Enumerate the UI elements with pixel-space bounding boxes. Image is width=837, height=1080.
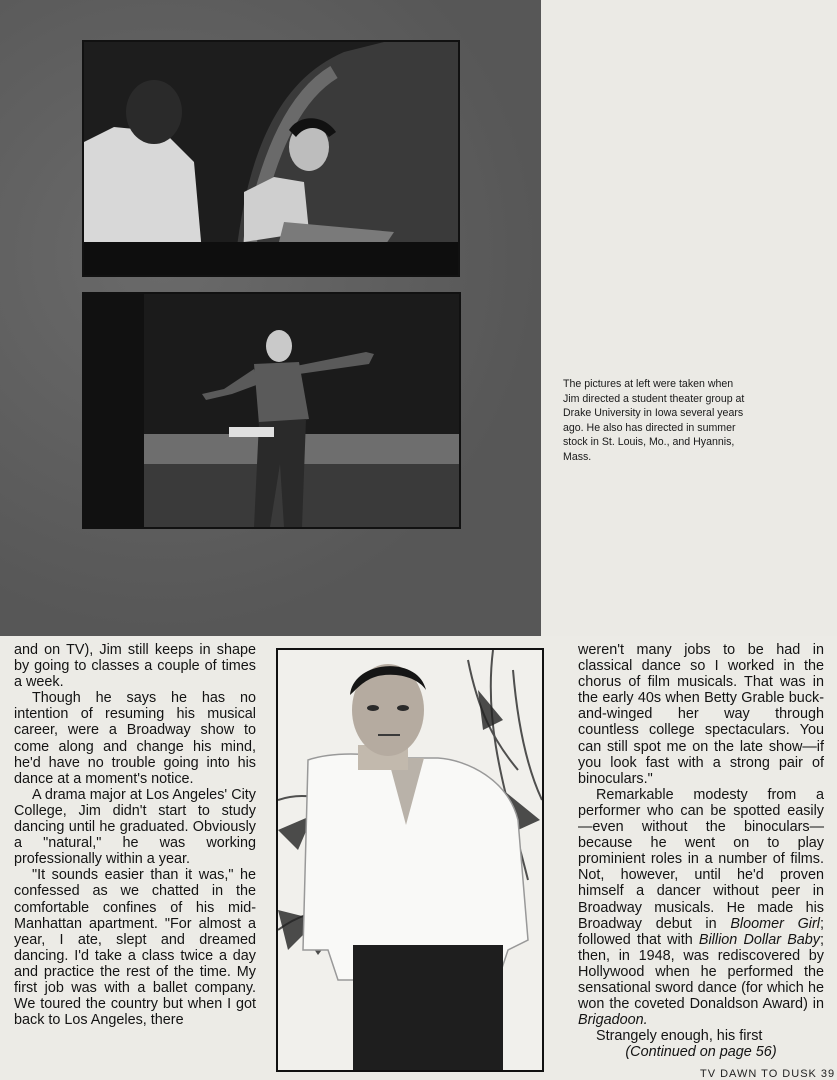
photo-portrait xyxy=(276,648,544,1072)
show-title: Billion Dollar Baby xyxy=(698,931,820,948)
article-column-left xyxy=(14,642,256,1028)
paragraph: A drama major at Los Angeles' City College, Jim didn't start to study dancing until he graduated. Obviously a "natural," he was working professionally within a year. xyxy=(14,786,256,868)
text-run: ; then, in 1948, was rediscovered by Hollywood when he performed the sensational sword dance (for which he won the coveted Donaldson Award) in xyxy=(578,931,824,1013)
photo-caption: The pictures at left were taken when Jim directed a student theater group at Drake University in Iowa several years ago. He also has directed in summer stock in St. Louis, Mo., and Hyannis, Mass. xyxy=(563,378,745,463)
page-footer: TV DAWN TO DUSK 39 xyxy=(700,1068,836,1080)
paragraph: and on TV), Jim still keeps in shape by going to classes a couple of times a week. xyxy=(14,642,256,691)
text-run: Remarkable modesty from a performer who can be spotted easily—even without the binoculars—because he went on to play prominient roles in a number of films. Not, however, until he'd proven himself a dancer without peer in Broadway musicals. He made his Broadway debut in xyxy=(578,786,824,932)
photo-rehearsal-piano xyxy=(82,40,460,277)
photo-directing-stage xyxy=(82,292,461,529)
show-title: Bloomer Girl xyxy=(730,915,820,932)
caption-column-background xyxy=(541,0,837,636)
continued-note: (Continued on page 56) xyxy=(625,1044,777,1061)
paragraph: weren't many jobs to be had in classical dance so I worked in the chorus of film musicals. That was in the early 40s when Betty Grable buck-and-winged her way through countless college spectaculars. You can still spot me on the late show—if you look fast with a strong pair of binoculars." xyxy=(578,642,824,787)
paragraph: Strangely enough, his first xyxy=(596,1028,763,1045)
paragraph: Though he says he has no intention of resuming his musical career, were a Broadway show to come along and change his mind, he'd have no trouble going into his dance at a moment's notice. xyxy=(14,690,256,787)
text-run: ; followed that with xyxy=(578,915,824,948)
show-title: Brigadoon. xyxy=(578,1012,648,1029)
paragraph: "It sounds easier than it was," he confessed as we chatted in the comfortable confines of his mid-Manhattan apartment. "For almost a year, I ate, slept and dreamed dancing. I'd take a class twice a day and practice the rest of the time. My first job was with a ballet company. We toured the country but when I got back to Los Angeles, there xyxy=(14,867,256,1029)
paragraph xyxy=(578,787,824,1028)
article-column-right xyxy=(578,642,824,1060)
